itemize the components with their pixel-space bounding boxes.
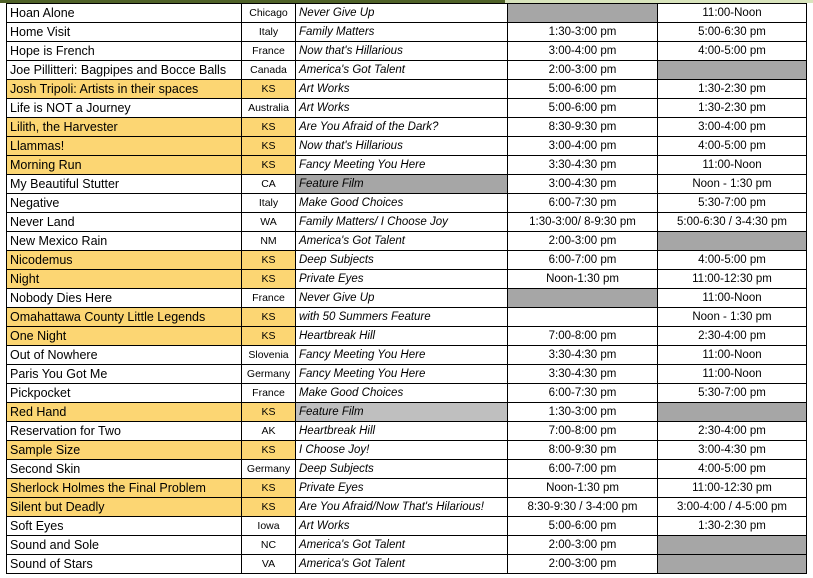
location-cell[interactable]: KS bbox=[242, 137, 296, 156]
location-cell[interactable]: France bbox=[242, 42, 296, 61]
location-cell[interactable]: Italy bbox=[242, 23, 296, 42]
film-title-cell[interactable]: Home Visit bbox=[7, 23, 242, 42]
showtime-2-cell[interactable]: Noon - 1:30 pm bbox=[658, 175, 807, 194]
table-row bbox=[7, 137, 807, 156]
showtime-1-cell[interactable]: 2:00-3:00 pm bbox=[508, 536, 658, 555]
showtime-2-cell[interactable]: 5:30-7:00 pm bbox=[658, 194, 807, 213]
film-title-cell[interactable]: Soft Eyes bbox=[7, 517, 242, 536]
location-cell[interactable]: NC bbox=[242, 536, 296, 555]
table-row bbox=[7, 4, 807, 23]
table-row bbox=[7, 270, 807, 289]
block-name-cell[interactable]: Heartbreak Hill bbox=[296, 422, 508, 441]
block-name-cell[interactable]: Never Give Up bbox=[296, 289, 508, 308]
location-cell[interactable]: Iowa bbox=[242, 517, 296, 536]
location-cell[interactable]: KS bbox=[242, 156, 296, 175]
location-cell[interactable]: KS bbox=[242, 308, 296, 327]
showtime-2-cell[interactable]: 4:00-5:00 pm bbox=[658, 137, 807, 156]
block-name-cell[interactable]: Deep Subjects bbox=[296, 460, 508, 479]
table-row bbox=[7, 441, 807, 460]
table-row bbox=[7, 403, 807, 422]
showtime-2-cell[interactable]: 5:30-7:00 pm bbox=[658, 384, 807, 403]
table-row bbox=[7, 156, 807, 175]
location-cell[interactable]: KS bbox=[242, 479, 296, 498]
film-title-cell[interactable]: Morning Run bbox=[7, 156, 242, 175]
showtime-1-cell[interactable]: 5:00-6:00 pm bbox=[508, 517, 658, 536]
film-title-cell[interactable]: Llammas! bbox=[7, 137, 242, 156]
showtime-2-cell[interactable] bbox=[658, 536, 807, 555]
block-name-cell[interactable]: America's Got Talent bbox=[296, 555, 508, 574]
showtime-2-cell[interactable]: 11:00-Noon bbox=[658, 4, 807, 23]
location-cell[interactable]: KS bbox=[242, 441, 296, 460]
schedule-rows bbox=[7, 4, 807, 574]
film-title-cell[interactable]: Silent but Deadly bbox=[7, 498, 242, 517]
showtime-2-cell[interactable]: 1:30-2:30 pm bbox=[658, 517, 807, 536]
block-name-cell[interactable]: Are You Afraid/Now That's Hilarious! bbox=[296, 498, 508, 517]
showtime-1-cell[interactable]: Noon-1:30 pm bbox=[508, 270, 658, 289]
film-title-cell[interactable]: Out of Nowhere bbox=[7, 346, 242, 365]
block-name-cell[interactable]: Never Give Up bbox=[296, 4, 508, 23]
film-title-cell[interactable]: Lilith, the Harvester bbox=[7, 118, 242, 137]
showtime-1-cell[interactable]: 6:00-7:30 pm bbox=[508, 194, 658, 213]
location-cell[interactable]: KS bbox=[242, 403, 296, 422]
block-name-cell[interactable]: Feature Film bbox=[296, 175, 508, 194]
location-cell[interactable]: Slovenia bbox=[242, 346, 296, 365]
table-row bbox=[7, 118, 807, 137]
showtime-1-cell[interactable] bbox=[508, 289, 658, 308]
location-cell[interactable]: KS bbox=[242, 498, 296, 517]
location-cell[interactable]: VA bbox=[242, 555, 296, 574]
showtime-2-cell[interactable]: 4:00-5:00 pm bbox=[658, 251, 807, 270]
showtime-2-cell[interactable]: 11:00-12:30 pm bbox=[658, 479, 807, 498]
showtime-1-cell[interactable]: 5:00-6:00 pm bbox=[508, 99, 658, 118]
showtime-2-cell[interactable]: 3:00-4:30 pm bbox=[658, 441, 807, 460]
showtime-1-cell[interactable]: 6:00-7:00 pm bbox=[508, 251, 658, 270]
showtime-2-cell[interactable]: 11:00-Noon bbox=[658, 346, 807, 365]
block-name-cell[interactable]: Now that's Hillarious bbox=[296, 137, 508, 156]
showtime-1-cell[interactable] bbox=[508, 4, 658, 23]
film-title-cell[interactable]: Second Skin bbox=[7, 460, 242, 479]
block-name-cell[interactable]: Family Matters/ I Choose Joy bbox=[296, 213, 508, 232]
block-name-cell[interactable]: Deep Subjects bbox=[296, 251, 508, 270]
table-row bbox=[7, 213, 807, 232]
showtime-1-cell[interactable]: 3:00-4:00 pm bbox=[508, 42, 658, 61]
film-title-cell[interactable]: Hope is French bbox=[7, 42, 242, 61]
location-cell[interactable]: Germany bbox=[242, 365, 296, 384]
film-title-cell[interactable]: My Beautiful Stutter bbox=[7, 175, 242, 194]
film-title-cell[interactable]: Nobody Dies Here bbox=[7, 289, 242, 308]
table-row bbox=[7, 327, 807, 346]
film-title-cell[interactable]: Pickpocket bbox=[7, 384, 242, 403]
showtime-2-cell[interactable]: 1:30-2:30 pm bbox=[658, 99, 807, 118]
showtime-1-cell[interactable]: 3:00-4:00 pm bbox=[508, 137, 658, 156]
block-name-cell[interactable]: Fancy Meeting You Here bbox=[296, 156, 508, 175]
showtime-2-cell[interactable]: 11:00-12:30 pm bbox=[658, 270, 807, 289]
location-cell[interactable]: Chicago bbox=[242, 4, 296, 23]
table-row bbox=[7, 61, 807, 80]
showtime-2-cell[interactable]: 3:00-4:00 / 4-5:00 pm bbox=[658, 498, 807, 517]
film-title-cell[interactable]: Sherlock Holmes the Final Problem bbox=[7, 479, 242, 498]
table-row bbox=[7, 536, 807, 555]
table-row bbox=[7, 422, 807, 441]
showtime-1-cell[interactable]: 2:00-3:00 pm bbox=[508, 61, 658, 80]
film-title-cell[interactable]: Hoan Alone bbox=[7, 4, 242, 23]
table-row bbox=[7, 498, 807, 517]
location-cell[interactable]: WA bbox=[242, 213, 296, 232]
film-title-cell[interactable]: Life is NOT a Journey bbox=[7, 99, 242, 118]
table-row bbox=[7, 460, 807, 479]
showtime-2-cell[interactable] bbox=[658, 61, 807, 80]
location-cell[interactable]: Italy bbox=[242, 194, 296, 213]
showtime-2-cell[interactable]: Noon - 1:30 pm bbox=[658, 308, 807, 327]
table-row bbox=[7, 42, 807, 61]
showtime-1-cell[interactable]: 1:30-3:00/ 8-9:30 pm bbox=[508, 213, 658, 232]
location-cell[interactable]: Canada bbox=[242, 61, 296, 80]
table-row bbox=[7, 194, 807, 213]
showtime-1-cell[interactable]: 3:30-4:30 pm bbox=[508, 346, 658, 365]
block-name-cell[interactable]: Private Eyes bbox=[296, 270, 508, 289]
location-cell[interactable]: France bbox=[242, 289, 296, 308]
film-title-cell[interactable]: Negative bbox=[7, 194, 242, 213]
table-row bbox=[7, 308, 807, 327]
film-title-cell[interactable]: Paris You Got Me bbox=[7, 365, 242, 384]
schedule-table bbox=[6, 3, 807, 574]
block-name-cell[interactable]: Art Works bbox=[296, 80, 508, 99]
block-name-cell[interactable]: Fancy Meeting You Here bbox=[296, 365, 508, 384]
location-cell[interactable]: KS bbox=[242, 327, 296, 346]
location-cell[interactable]: France bbox=[242, 384, 296, 403]
block-name-cell[interactable]: Family Matters bbox=[296, 23, 508, 42]
showtime-1-cell[interactable]: 7:00-8:00 pm bbox=[508, 422, 658, 441]
film-title-cell[interactable]: Red Hand bbox=[7, 403, 242, 422]
location-cell[interactable]: KS bbox=[242, 80, 296, 99]
showtime-1-cell[interactable]: 8:00-9:30 pm bbox=[508, 441, 658, 460]
showtime-1-cell[interactable]: 3:30-4:30 pm bbox=[508, 156, 658, 175]
block-name-cell[interactable]: I Choose Joy! bbox=[296, 441, 508, 460]
table-row bbox=[7, 384, 807, 403]
location-cell[interactable]: AK bbox=[242, 422, 296, 441]
film-title-cell[interactable]: Nicodemus bbox=[7, 251, 242, 270]
block-name-cell[interactable]: Feature Film bbox=[296, 403, 508, 422]
location-cell[interactable]: NM bbox=[242, 232, 296, 251]
block-name-cell[interactable]: Fancy Meeting You Here bbox=[296, 346, 508, 365]
film-title-cell[interactable]: New Mexico Rain bbox=[7, 232, 242, 251]
showtime-1-cell[interactable]: 1:30-3:00 pm bbox=[508, 23, 658, 42]
film-title-cell[interactable]: Sound and Sole bbox=[7, 536, 242, 555]
table-row bbox=[7, 555, 807, 574]
showtime-2-cell[interactable]: 11:00-Noon bbox=[658, 365, 807, 384]
film-title-cell[interactable]: Night bbox=[7, 270, 242, 289]
film-title-cell[interactable]: Omahattawa County Little Legends bbox=[7, 308, 242, 327]
film-title-cell[interactable]: Josh Tripoli: Artists in their spaces bbox=[7, 80, 242, 99]
table-row bbox=[7, 365, 807, 384]
showtime-1-cell[interactable]: 3:00-4:30 pm bbox=[508, 175, 658, 194]
table-row bbox=[7, 289, 807, 308]
film-title-cell[interactable]: Never Land bbox=[7, 213, 242, 232]
table-row bbox=[7, 517, 807, 536]
showtime-1-cell[interactable]: 1:30-3:00 pm bbox=[508, 403, 658, 422]
table-row bbox=[7, 99, 807, 118]
showtime-1-cell[interactable]: Noon-1:30 pm bbox=[508, 479, 658, 498]
film-title-cell[interactable]: Reservation for Two bbox=[7, 422, 242, 441]
location-cell[interactable]: KS bbox=[242, 270, 296, 289]
showtime-2-cell[interactable]: 5:00-6:30 / 3-4:30 pm bbox=[658, 213, 807, 232]
block-name-cell[interactable]: Heartbreak Hill bbox=[296, 327, 508, 346]
location-cell[interactable]: KS bbox=[242, 118, 296, 137]
table-row bbox=[7, 23, 807, 42]
table-row bbox=[7, 346, 807, 365]
showtime-2-cell[interactable] bbox=[658, 403, 807, 422]
showtime-1-cell[interactable]: 2:00-3:00 pm bbox=[508, 232, 658, 251]
table-row bbox=[7, 175, 807, 194]
showtime-1-cell[interactable] bbox=[508, 308, 658, 327]
showtime-2-cell[interactable]: 2:30-4:00 pm bbox=[658, 327, 807, 346]
showtime-1-cell[interactable]: 6:00-7:30 pm bbox=[508, 384, 658, 403]
showtime-2-cell[interactable]: 3:00-4:00 pm bbox=[658, 118, 807, 137]
film-title-cell[interactable]: One Night bbox=[7, 327, 242, 346]
location-cell[interactable]: KS bbox=[242, 251, 296, 270]
location-cell[interactable]: Australia bbox=[242, 99, 296, 118]
showtime-2-cell[interactable] bbox=[658, 232, 807, 251]
film-title-cell[interactable]: Sound of Stars bbox=[7, 555, 242, 574]
showtime-2-cell[interactable]: 1:30-2:30 pm bbox=[658, 80, 807, 99]
showtime-1-cell[interactable]: 2:00-3:00 pm bbox=[508, 555, 658, 574]
showtime-2-cell[interactable]: 4:00-5:00 pm bbox=[658, 460, 807, 479]
block-name-cell[interactable]: Are You Afraid of the Dark? bbox=[296, 118, 508, 137]
film-title-cell[interactable]: Sample Size bbox=[7, 441, 242, 460]
table-row bbox=[7, 80, 807, 99]
block-name-cell[interactable]: America's Got Talent bbox=[296, 232, 508, 251]
table-row bbox=[7, 479, 807, 498]
showtime-1-cell[interactable]: 3:30-4:30 pm bbox=[508, 365, 658, 384]
block-name-cell[interactable]: Make Good Choices bbox=[296, 194, 508, 213]
location-cell[interactable]: Germany bbox=[242, 460, 296, 479]
block-name-cell[interactable]: Private Eyes bbox=[296, 479, 508, 498]
showtime-2-cell[interactable]: 11:00-Noon bbox=[658, 156, 807, 175]
block-name-cell[interactable]: America's Got Talent bbox=[296, 61, 508, 80]
table-row bbox=[7, 251, 807, 270]
showtime-2-cell[interactable] bbox=[658, 555, 807, 574]
showtime-1-cell[interactable]: 5:00-6:00 pm bbox=[508, 80, 658, 99]
showtime-1-cell[interactable]: 6:00-7:00 pm bbox=[508, 460, 658, 479]
block-name-cell[interactable]: Art Works bbox=[296, 99, 508, 118]
showtime-2-cell[interactable]: 11:00-Noon bbox=[658, 289, 807, 308]
showtime-1-cell[interactable]: 7:00-8:00 pm bbox=[508, 327, 658, 346]
film-title-cell[interactable]: Joe Pillitteri: Bagpipes and Bocce Balls bbox=[7, 61, 242, 80]
location-cell[interactable]: CA bbox=[242, 175, 296, 194]
showtime-2-cell[interactable]: 2:30-4:00 pm bbox=[658, 422, 807, 441]
showtime-1-cell[interactable]: 8:30-9:30 / 3-4:00 pm bbox=[508, 498, 658, 517]
table-row bbox=[7, 232, 807, 251]
showtime-2-cell[interactable]: 5:00-6:30 pm bbox=[658, 23, 807, 42]
block-name-cell[interactable]: Make Good Choices bbox=[296, 384, 508, 403]
block-name-cell[interactable]: Art Works bbox=[296, 517, 508, 536]
block-name-cell[interactable]: Now that's Hillarious bbox=[296, 42, 508, 61]
showtime-2-cell[interactable]: 4:00-5:00 pm bbox=[658, 42, 807, 61]
block-name-cell[interactable]: with 50 Summers Feature bbox=[296, 308, 508, 327]
block-name-cell[interactable]: America's Got Talent bbox=[296, 536, 508, 555]
showtime-1-cell[interactable]: 8:30-9:30 pm bbox=[508, 118, 658, 137]
